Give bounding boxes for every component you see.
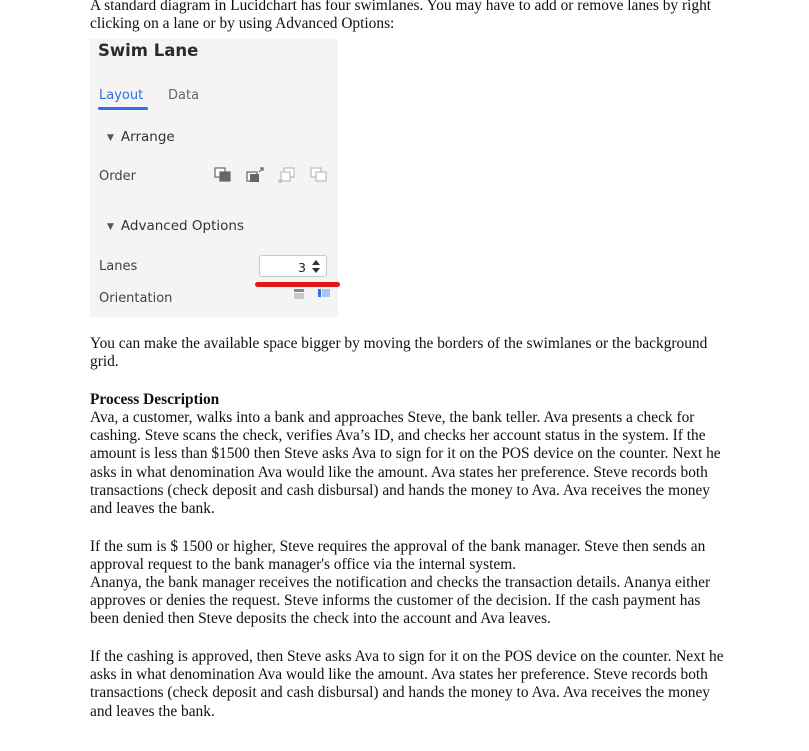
panel-title: Swim Lane: [98, 41, 199, 60]
order-label: Order: [99, 169, 136, 184]
intro-paragraph: A standard diagram in Lucidchart has four swimlanes. You may have to add or remove lanes by right clicking on a lane or by using Advanced Options:: [90, 0, 712, 33]
process-paragraph-2a: If the sum is $ 1500 or higher, Steve requires the approval of the bank manager. Steve then sends an approval request to the bank manager's office via the internal system.: [90, 538, 706, 574]
lanes-stepper[interactable]: [259, 255, 327, 277]
horizontal-orientation-icon[interactable]: [294, 289, 304, 299]
tab-layout[interactable]: Layout: [99, 88, 144, 103]
send-backward-icon[interactable]: [278, 167, 296, 183]
send-to-back-icon[interactable]: [310, 167, 328, 183]
space-note-paragraph: You can make the available space bigger by moving the borders of the swimlanes or the background grid.: [90, 335, 708, 371]
arrange-heading: Arrange: [120, 129, 175, 145]
collapse-triangle-icon: ▼: [107, 222, 114, 232]
process-paragraph-3: If the cashing is approved, then Steve asks Ava to sign for it on the POS device on the counter. Next he asks in what denomination Ava would like the amount. Ava states her preference. Steve records both transactions (check deposit and cash disbursal) and hands the money to Ava. Ava receives the money and leaves the bank.: [90, 648, 724, 720]
swim-lane-panel: [90, 39, 338, 317]
collapse-triangle-icon: ▼: [107, 133, 114, 143]
tab-data[interactable]: Data: [168, 88, 200, 103]
orientation-controls: [294, 289, 330, 299]
vertical-orientation-icon[interactable]: [318, 289, 330, 299]
stepper-arrows-icon[interactable]: [312, 260, 320, 273]
process-heading: Process Description: [90, 391, 220, 408]
bring-forward-icon[interactable]: [246, 167, 264, 183]
order-controls: [214, 167, 328, 183]
process-paragraph-1: Ava, a customer, walks into a bank and approaches Steve, the bank teller. Ava presents a check for cashing. Steve scans the check, verifies Ava’s ID, and checks her account status in the system. If the amount is less than $1500 then Steve asks Ava to sign for it on the POS device on the counter. Next he asks in what denomination Ava would like the amount. Ava states her preference. Steve records both transactions (check deposit and cash disbursal) and hands the money to Ava. Ava receives the money and leaves the bank.: [90, 409, 721, 518]
arrange-section-toggle[interactable]: [107, 128, 175, 148]
advanced-options-toggle[interactable]: [107, 217, 244, 237]
process-paragraph-2b: Ananya, the bank manager receives the notification and checks the transaction details. Ananya either approves or denies the request. Steve informs the customer of the decision. If the cash payment has been denied then Steve deposits the check into the account and Ava leaves.: [90, 574, 711, 628]
lanes-value: 3: [298, 260, 306, 275]
lanes-highlight-underline: [255, 282, 340, 287]
orientation-label: Orientation: [99, 291, 173, 306]
advanced-options-heading: Advanced Options: [120, 218, 244, 234]
lanes-label: Lanes: [99, 259, 138, 274]
bring-to-front-icon[interactable]: [214, 167, 232, 183]
active-tab-indicator: [98, 107, 148, 110]
